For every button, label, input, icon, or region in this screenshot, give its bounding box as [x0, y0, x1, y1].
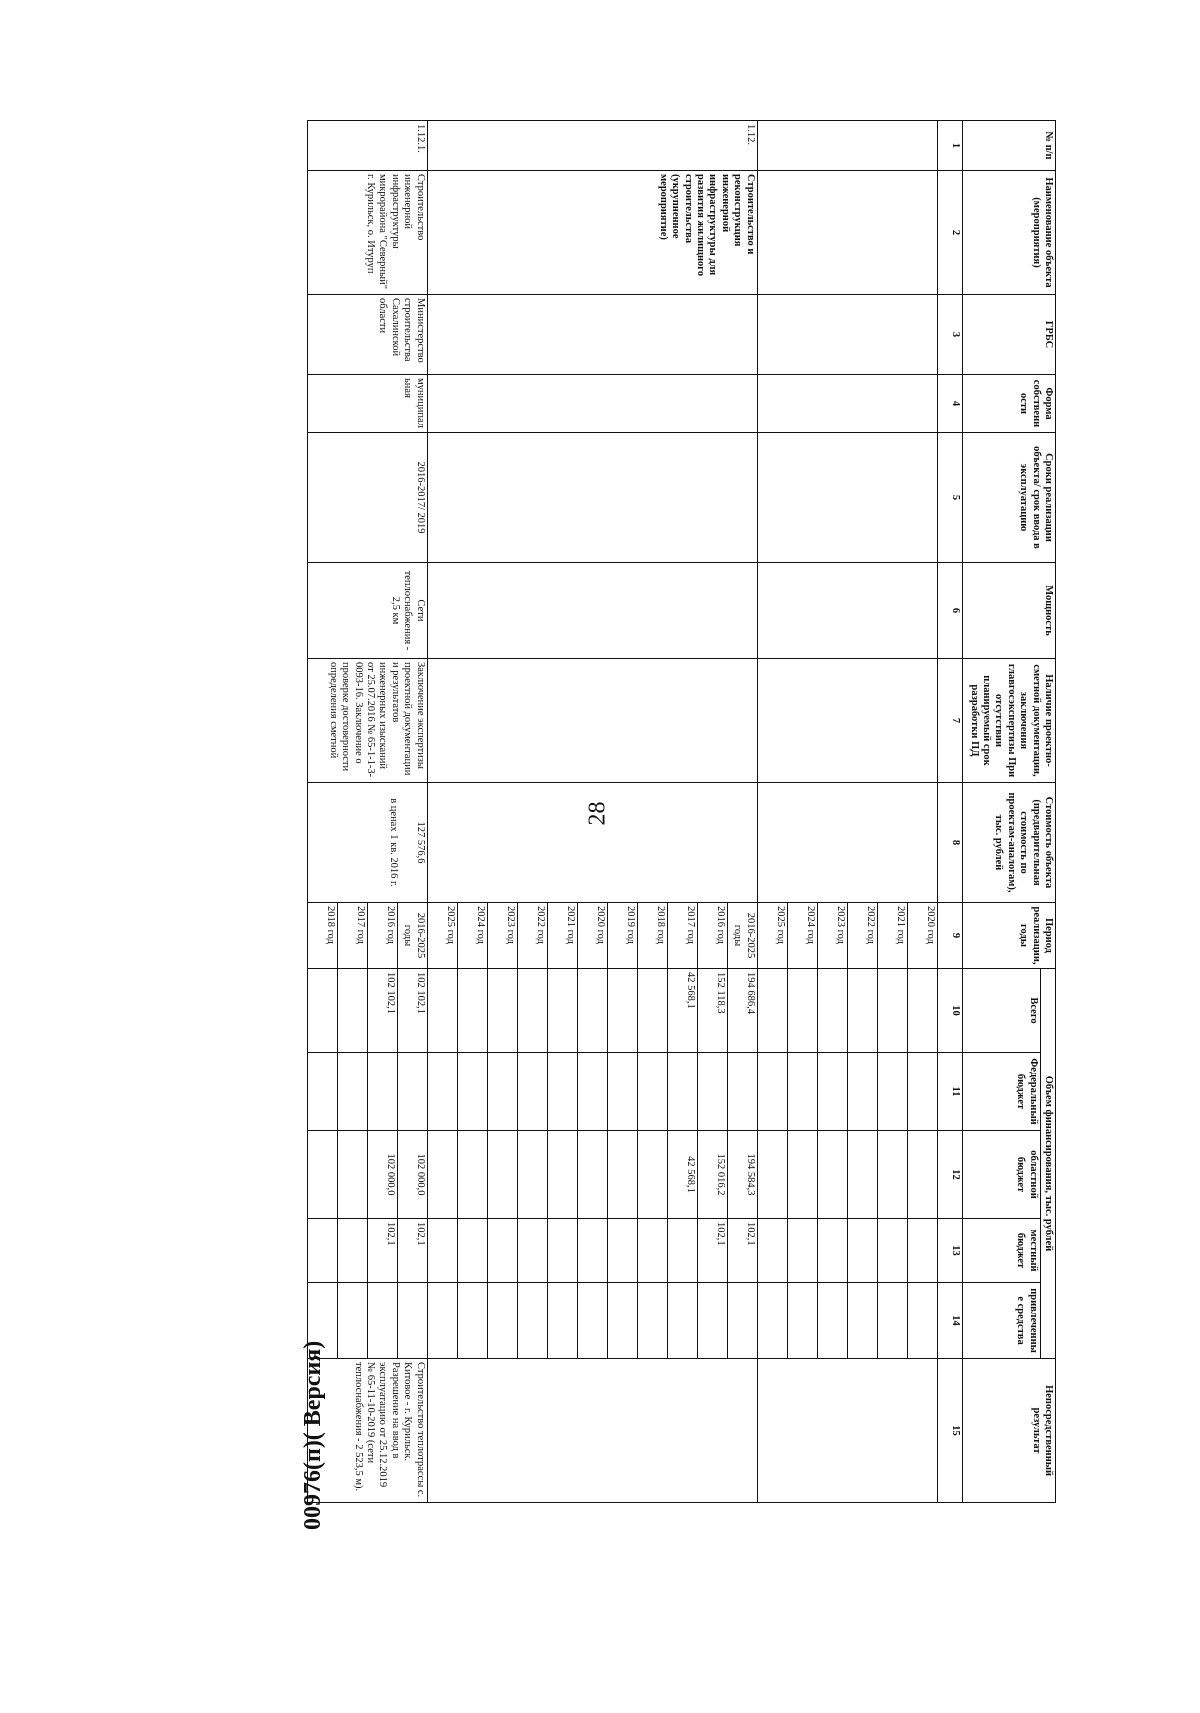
- section-name: Строительство и реконструкция инженерной инфраструктуры для развития жилищного строительства (укрупненное мероприятие): [427, 171, 757, 295]
- federal-cell: [487, 1053, 517, 1131]
- item-ownership: муниципальная: [307, 375, 427, 433]
- regional-cell: [547, 1131, 577, 1219]
- regional-cell: 102 000,0: [367, 1131, 397, 1219]
- federal-cell: [667, 1053, 697, 1131]
- attracted-cell: [367, 1283, 397, 1359]
- period-cell: 2023 год: [487, 903, 517, 969]
- regional-cell: [607, 1131, 637, 1219]
- header-name: Наименование объекта (мероприятия): [962, 171, 1055, 295]
- item-terms: 2016-2017/ 2019: [307, 433, 427, 563]
- total-cell: [427, 969, 457, 1053]
- col-num-14: 14: [937, 1283, 962, 1359]
- col-num-11: 11: [937, 1053, 962, 1131]
- amount-cell: [817, 1283, 847, 1359]
- federal-cell: [637, 1053, 667, 1131]
- period-cell: 2021 год: [547, 903, 577, 969]
- section-1-12: [427, 121, 757, 1503]
- item-number: 1.12.1.: [307, 121, 427, 171]
- item-grbs: Министерство строительства Сахалинской области: [307, 295, 427, 375]
- blank-cell: [757, 659, 937, 783]
- local-cell: [577, 1219, 607, 1283]
- total-cell: [457, 969, 487, 1053]
- col-num-12: 12: [937, 1131, 962, 1219]
- col-num-1: 1: [937, 121, 962, 171]
- item-1-12-1: [307, 121, 427, 1503]
- local-cell: [307, 1219, 337, 1283]
- block-a-years: [757, 121, 937, 1503]
- local-cell: [607, 1219, 637, 1283]
- local-cell: [487, 1219, 517, 1283]
- amount-cell: [817, 1053, 847, 1131]
- period-cell: 2023 год: [817, 903, 847, 969]
- regional-cell: 152 016,2: [697, 1131, 727, 1219]
- document-version: 00976(п)( Версия): [300, 1340, 326, 1530]
- period-cell: 2020 год: [577, 903, 607, 969]
- blank-cell: [757, 295, 937, 375]
- header-financing: Объем финансирования, тыс. рублей: [1040, 969, 1055, 1359]
- amount-cell: [877, 1283, 907, 1359]
- rotated-table-page: [158, 120, 1056, 1502]
- local-cell: [337, 1219, 367, 1283]
- amount-cell: [847, 1219, 877, 1283]
- federal-cell: [697, 1053, 727, 1131]
- item-cost-note: в ценах 1 кв. 2016 г.: [388, 798, 400, 887]
- attracted-cell: [727, 1283, 757, 1359]
- federal-cell: [547, 1053, 577, 1131]
- total-cell: 152 118,3: [697, 969, 727, 1053]
- period-cell: 2016-2025 годы: [397, 903, 427, 969]
- regional-cell: [637, 1131, 667, 1219]
- regional-cell: 42 568,1: [667, 1131, 697, 1219]
- period-cell: 2016 год: [697, 903, 727, 969]
- attracted-cell: [697, 1283, 727, 1359]
- period-cell: 2025 год: [427, 903, 457, 969]
- total-cell: [307, 969, 337, 1053]
- total-cell: [487, 969, 517, 1053]
- header-period: Период реализации, годы: [962, 903, 1055, 969]
- col-num-15: 15: [937, 1359, 962, 1503]
- total-cell: 42 568,1: [667, 969, 697, 1053]
- header-federal: Федеральный бюджет: [962, 1053, 1040, 1131]
- col-num-10: 10: [937, 969, 962, 1053]
- federal-cell: [397, 1053, 427, 1131]
- item-capacity: Сети теплоснабжения - 2,5 км: [307, 563, 427, 659]
- period-cell: 2022 год: [517, 903, 547, 969]
- total-cell: 194 686,4: [727, 969, 757, 1053]
- amount-cell: [847, 969, 877, 1053]
- header-psd: Наличие проектно-сметной документации, заключения главгосэкспертизы При отсутствии планируемый срок разработки ПД: [962, 659, 1055, 783]
- col-num-4: 4: [937, 375, 962, 433]
- amount-cell: [847, 1053, 877, 1131]
- header-num: № п/п: [962, 121, 1055, 171]
- item-psd: Заключение экспертизы проектной документации и результатов инженерных изысканий от 25.07.2016 № 65-1-1-3-0093-16. Заключение о проверке достоверности определения сметной: [307, 659, 427, 783]
- col-num-9: 9: [937, 903, 962, 969]
- period-cell: 2017 год: [337, 903, 367, 969]
- amount-cell: [847, 1283, 877, 1359]
- total-cell: [517, 969, 547, 1053]
- regional-cell: [457, 1131, 487, 1219]
- amount-cell: [787, 969, 817, 1053]
- period-cell: 2020 год: [907, 903, 937, 969]
- federal-cell: [607, 1053, 637, 1131]
- blank-cell: [757, 375, 937, 433]
- section-number: 1.12.: [427, 121, 757, 171]
- header-result: Непосредственный результат: [962, 1359, 1055, 1503]
- total-cell: 102 102,1: [397, 969, 427, 1053]
- amount-cell: [757, 1283, 787, 1359]
- col-num-7: 7: [937, 659, 962, 783]
- federal-cell: [367, 1053, 397, 1131]
- amount-cell: [757, 969, 787, 1053]
- header-total: Всего: [962, 969, 1040, 1053]
- attracted-cell: [577, 1283, 607, 1359]
- header-regional: областной бюджет: [962, 1131, 1040, 1219]
- period-cell: 2021 год: [877, 903, 907, 969]
- total-cell: [607, 969, 637, 1053]
- amount-cell: [877, 1219, 907, 1283]
- total-cell: [637, 969, 667, 1053]
- total-cell: [577, 969, 607, 1053]
- amount-cell: [787, 1283, 817, 1359]
- regional-cell: [517, 1131, 547, 1219]
- federal-cell: [577, 1053, 607, 1131]
- header-terms: Сроки реализации объекта/ срок ввода в эксплуатацию: [962, 433, 1055, 563]
- federal-cell: [457, 1053, 487, 1131]
- col-num-3: 3: [937, 295, 962, 375]
- period-cell: 2016 год: [367, 903, 397, 969]
- local-cell: 102,1: [727, 1219, 757, 1283]
- amount-cell: [787, 1131, 817, 1219]
- item-cost: [307, 783, 427, 903]
- federal-cell: [427, 1053, 457, 1131]
- amount-cell: [787, 1219, 817, 1283]
- col-num-6: 6: [937, 563, 962, 659]
- item-cost-value: 127 576,6: [414, 821, 426, 864]
- attracted-cell: [397, 1283, 427, 1359]
- header-ownership: Форма собственности: [962, 375, 1055, 433]
- attracted-cell: [337, 1283, 367, 1359]
- local-cell: [667, 1219, 697, 1283]
- period-cell: 2022 год: [847, 903, 877, 969]
- period-cell: 2018 год: [637, 903, 667, 969]
- item-result: Строительство теплотрассы с. Китовое - г. Курильск. Разрешение на ввод в эксплуатацию от 25.12.2019 № 65-11-10-2019 (сети теплоснабжения - 2 523,5 м).: [307, 1359, 427, 1503]
- local-cell: [457, 1219, 487, 1283]
- period-cell: 2019 год: [607, 903, 637, 969]
- amount-cell: [757, 1053, 787, 1131]
- attracted-cell: [637, 1283, 667, 1359]
- blank-cell: [757, 783, 937, 903]
- amount-cell: [907, 1219, 937, 1283]
- amount-cell: [847, 1131, 877, 1219]
- regional-cell: [307, 1131, 337, 1219]
- table-row: [907, 121, 937, 1503]
- amount-cell: [817, 969, 847, 1053]
- total-cell: 102 102,1: [367, 969, 397, 1053]
- local-cell: [427, 1219, 457, 1283]
- table-row: [727, 121, 757, 1503]
- blank-cell: [427, 433, 757, 563]
- amount-cell: [877, 1131, 907, 1219]
- attracted-cell: [547, 1283, 577, 1359]
- attracted-cell: [607, 1283, 637, 1359]
- regional-cell: [487, 1131, 517, 1219]
- amount-cell: [907, 1131, 937, 1219]
- header-capacity: Мощность: [962, 563, 1055, 659]
- col-num-5: 5: [937, 433, 962, 563]
- amount-cell: [907, 1053, 937, 1131]
- amount-cell: [817, 1131, 847, 1219]
- local-cell: [637, 1219, 667, 1283]
- period-cell: 2018 год: [307, 903, 337, 969]
- period-cell: 2025 год: [757, 903, 787, 969]
- blank-cell: [757, 171, 937, 295]
- federal-cell: [307, 1053, 337, 1131]
- amount-cell: [757, 1131, 787, 1219]
- regional-cell: 194 584,3: [727, 1131, 757, 1219]
- header-cost: Стоимость объекта (предварительная стоимость по проектам-аналогам), тыс. рублей: [962, 783, 1055, 903]
- attracted-cell: [667, 1283, 697, 1359]
- financing-table: [307, 120, 1056, 1503]
- regional-cell: [427, 1131, 457, 1219]
- regional-cell: [577, 1131, 607, 1219]
- blank-cell: [757, 433, 937, 563]
- result-cell: [757, 1359, 937, 1503]
- blank-cell: [427, 295, 757, 375]
- attracted-cell: [517, 1283, 547, 1359]
- total-cell: [337, 969, 367, 1053]
- blank-cell: [427, 659, 757, 783]
- period-cell: 2016-2025 годы: [727, 903, 757, 969]
- local-cell: 102,1: [397, 1219, 427, 1283]
- local-cell: 102,1: [697, 1219, 727, 1283]
- local-cell: [517, 1219, 547, 1283]
- amount-cell: [787, 1053, 817, 1131]
- blank-cell: [427, 563, 757, 659]
- amount-cell: [877, 969, 907, 1053]
- federal-cell: [727, 1053, 757, 1131]
- period-cell: 2024 год: [787, 903, 817, 969]
- amount-cell: [907, 969, 937, 1053]
- local-cell: [547, 1219, 577, 1283]
- result-cell: [427, 1359, 757, 1503]
- regional-cell: 102 000,0: [397, 1131, 427, 1219]
- period-cell: 2024 год: [457, 903, 487, 969]
- header-attracted: привлеченные средства: [962, 1283, 1040, 1359]
- header-local: местный бюджет: [962, 1219, 1040, 1283]
- amount-cell: [817, 1219, 847, 1283]
- header-grbs: ГРБС: [962, 295, 1055, 375]
- col-num-13: 13: [937, 1219, 962, 1283]
- federal-cell: [517, 1053, 547, 1131]
- table-row: [397, 121, 427, 1503]
- federal-cell: [337, 1053, 367, 1131]
- column-number-row: [937, 121, 962, 1503]
- col-num-2: 2: [937, 171, 962, 295]
- attracted-cell: [457, 1283, 487, 1359]
- local-cell: 102,1: [367, 1219, 397, 1283]
- blank-cell: [757, 121, 937, 171]
- amount-cell: [907, 1283, 937, 1359]
- blank-cell: [427, 783, 757, 903]
- blank-cell: [757, 563, 937, 659]
- blank-cell: [427, 375, 757, 433]
- header-row-1: [1040, 121, 1055, 1503]
- total-cell: [547, 969, 577, 1053]
- regional-cell: [337, 1131, 367, 1219]
- amount-cell: [877, 1053, 907, 1131]
- item-name: Строительство инженерной инфраструктуры микрорайона "Северный" г. Курильск, о. Итуруп: [307, 171, 427, 295]
- page-number: 28: [584, 801, 611, 826]
- attracted-cell: [427, 1283, 457, 1359]
- amount-cell: [757, 1219, 787, 1283]
- col-num-8: 8: [937, 783, 962, 903]
- attracted-cell: [487, 1283, 517, 1359]
- period-cell: 2017 год: [667, 903, 697, 969]
